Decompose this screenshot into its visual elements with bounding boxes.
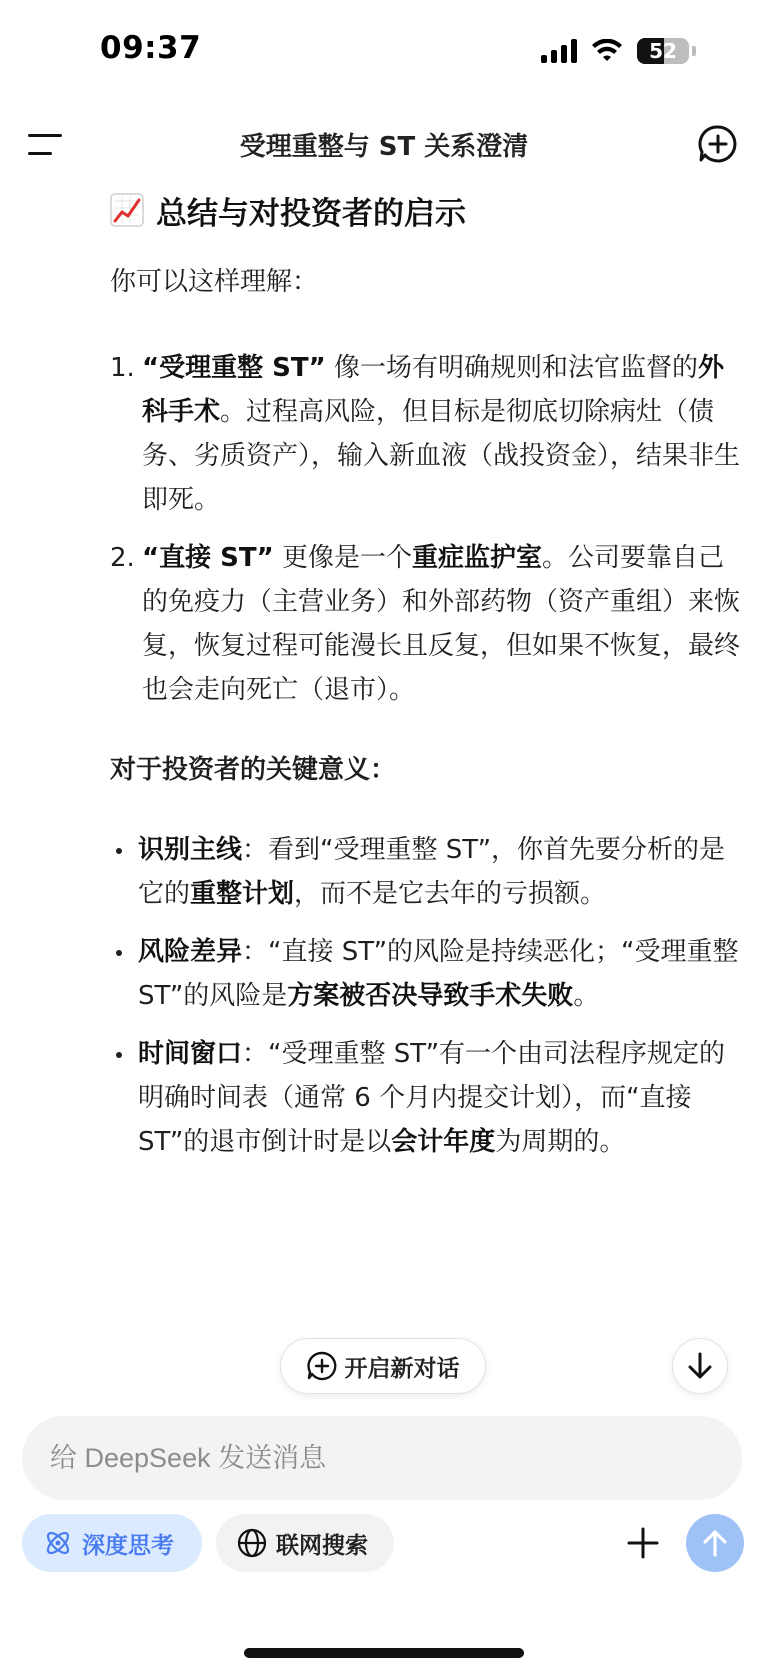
list-item-bold-text: 重症监护室	[411, 543, 542, 573]
ordered-list	[110, 346, 740, 712]
battery-icon	[637, 38, 689, 64]
cellular-signal-icon	[541, 39, 577, 63]
subheading: 对于投资者的关键意义：	[110, 755, 397, 785]
web-search-label: 联网搜索	[276, 1532, 368, 1559]
chat-plus-icon	[307, 1351, 337, 1381]
arrow-down-icon	[687, 1352, 713, 1380]
bullet-list-item	[110, 930, 740, 1018]
list-item-text: 像一场有明确规则和法官监督的	[325, 353, 698, 383]
list-item-bold-text: “受理重整 ST”	[142, 353, 326, 383]
arrow-up-icon	[701, 1528, 729, 1558]
deep-think-label: 深度思考	[82, 1532, 174, 1559]
list-item-bold-text: 外科手术	[142, 353, 724, 427]
bullet-item-bold-text: 时间窗口	[138, 1039, 243, 1069]
bullet-item-body	[138, 835, 725, 909]
bullet-list	[110, 828, 740, 1164]
intro-paragraph: 你可以这样理解：	[110, 267, 319, 297]
status-time: 09:37	[100, 30, 202, 66]
plus-icon	[626, 1526, 660, 1560]
composer-toolbar	[22, 1514, 744, 1572]
list-number: 2.	[110, 543, 135, 573]
bullet-item-text: ：“直接 ST”的风险是持续恶化；“受理重整 ST”的风险是	[138, 937, 739, 1011]
bullet-item-text: ：看到“受理重整 ST”，你首先要分析的是它的	[138, 835, 726, 909]
bullet-item-body	[138, 1039, 725, 1157]
deep-think-toggle[interactable]	[22, 1514, 202, 1572]
bullet-list-item	[110, 828, 740, 916]
new-conversation-button[interactable]	[280, 1338, 486, 1394]
list-item-text: 更像是一个	[273, 543, 412, 573]
bullet-dot	[116, 848, 122, 854]
new-conversation-label: 开启新对话	[344, 1355, 460, 1382]
section-heading	[110, 182, 740, 238]
send-button[interactable]	[686, 1514, 744, 1572]
bullet-item-bold-text: 重整计划	[190, 879, 295, 909]
list-item-bold-text: “直接 ST”	[142, 543, 274, 573]
bullet-item-body	[138, 937, 739, 1011]
list-number: 1.	[110, 353, 135, 383]
nav-header	[0, 112, 768, 178]
content-fade	[0, 1270, 768, 1330]
conversation-title: 受理重整与 ST 关系澄清	[239, 132, 529, 162]
bullet-item-bold-text: 方案被否决导致手术失败	[287, 981, 574, 1011]
assistant-message	[110, 182, 740, 1322]
chart-increasing-icon	[110, 193, 144, 227]
attach-button[interactable]	[622, 1522, 664, 1564]
bullet-item-text: ，而不是它去年的亏损额。	[294, 879, 607, 909]
status-bar	[0, 0, 768, 104]
new-chat-icon[interactable]	[698, 124, 738, 164]
battery-level: 52	[649, 39, 677, 63]
list-item-text: 。过程高风险，但目标是彻底切除病灶（债务、劣质资产），输入新血液（战投资金），结果非生即死。	[142, 397, 740, 515]
list-item-body	[142, 543, 740, 705]
list-item-text: 。公司要靠自己的免疫力（主营业务）和外部药物（资产重组）来恢复，恢复过程可能漫长且反复，但如果不恢复，最终也会走向死亡（退市）。	[142, 543, 740, 705]
section-heading-text: 总结与对投资者的启示	[156, 195, 466, 232]
bullet-item-bold-text: 风险差异	[138, 937, 243, 967]
bullet-dot	[116, 950, 122, 956]
bullet-list-item	[110, 1032, 740, 1164]
ordered-list-item	[110, 346, 740, 522]
bullet-item-text: ：“受理重整 ST”有一个由司法程序规定的明确时间表（通常 6 个月内提交计划），而“直接 ST”的退市倒计时是以	[138, 1039, 726, 1157]
list-item-body	[142, 353, 740, 515]
bullet-item-bold-text: 识别主线	[138, 835, 243, 865]
wifi-icon	[591, 39, 623, 63]
web-search-toggle[interactable]	[216, 1514, 394, 1572]
scroll-down-button[interactable]	[672, 1338, 728, 1394]
bullet-dot	[116, 1052, 122, 1058]
battery-tip	[692, 46, 696, 56]
bullet-item-bold-text: 会计年度	[391, 1127, 496, 1157]
bullet-item-text: 。	[573, 981, 600, 1011]
home-indicator	[244, 1648, 524, 1658]
ordered-list-item	[110, 536, 740, 712]
status-icons	[541, 38, 696, 64]
globe-icon	[236, 1527, 268, 1559]
message-input[interactable]	[22, 1416, 742, 1500]
atom-icon	[42, 1527, 74, 1559]
bullet-item-text: 为周期的。	[495, 1127, 626, 1157]
